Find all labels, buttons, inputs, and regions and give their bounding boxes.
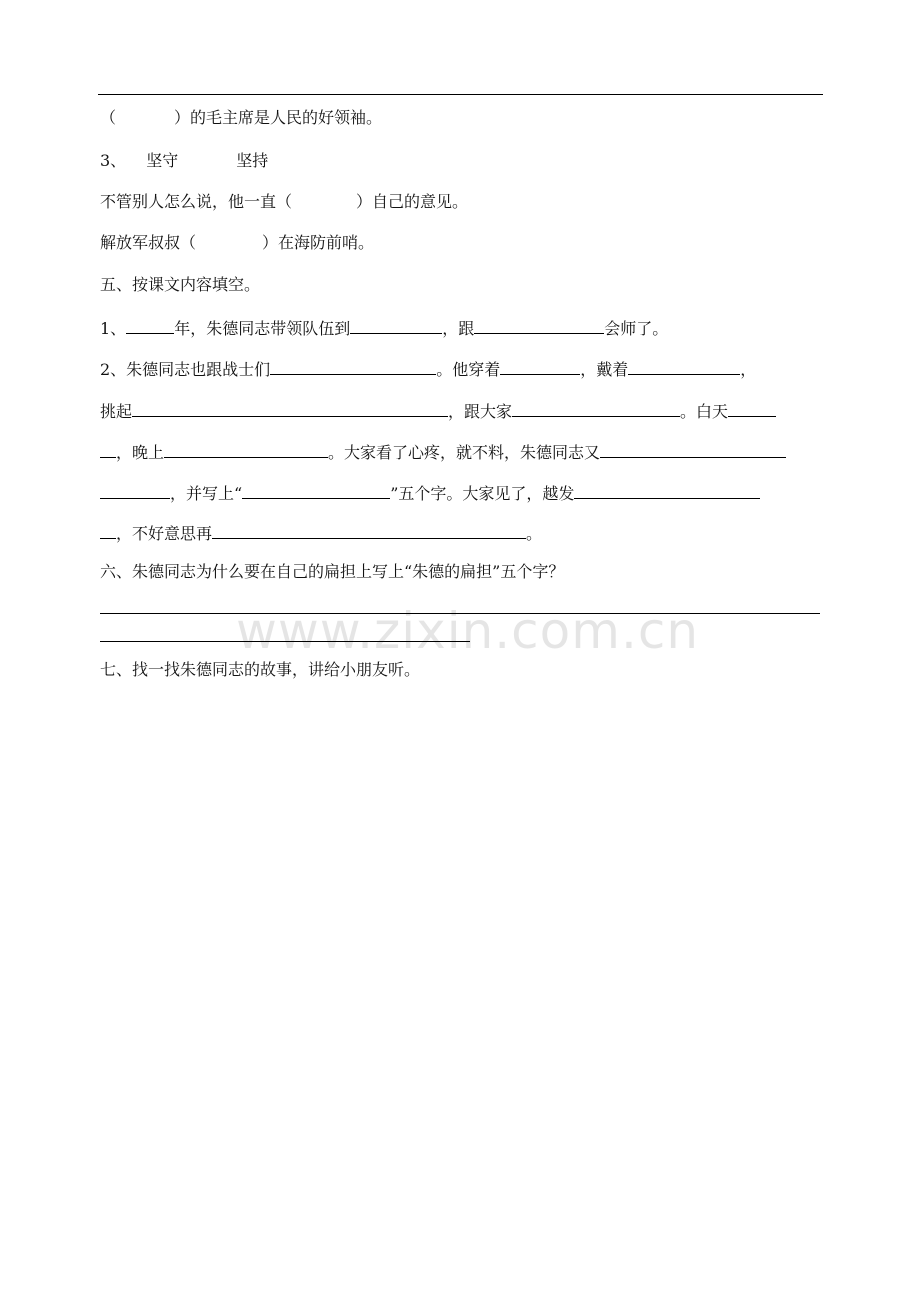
q5-heading: 五、按课文内容填空。	[100, 275, 261, 294]
blank-7[interactable]	[164, 440, 328, 458]
item-text: 。他穿着	[436, 360, 501, 379]
q4-sentence-1	[100, 192, 468, 212]
q4-group3-words	[100, 151, 268, 171]
q6-question: 六、朱德同志为什么要在自己的扁担上写上“朱德的扁担”五个字？	[100, 562, 565, 581]
item-text: ”五个字。大家见了，越发	[390, 484, 575, 503]
watermark: www.zixin.com.cn	[236, 602, 700, 660]
sentence-pre: 解放军叔叔（	[100, 233, 197, 252]
item-text: ，	[740, 360, 757, 379]
blank-8b[interactable]	[100, 481, 170, 499]
item-text: 年，朱德同志带领队伍到	[174, 319, 351, 338]
q5-item-1	[100, 316, 668, 339]
q5-item-2-line-3	[100, 440, 786, 463]
item-text: ，晚上	[116, 443, 165, 462]
item-text: ，并写上“	[170, 484, 243, 503]
blank-1[interactable]	[270, 357, 436, 375]
line-text: ）的毛主席是人民的好领袖。	[174, 108, 383, 127]
blank-place[interactable]	[350, 316, 442, 334]
answer-line-2[interactable]	[100, 641, 470, 642]
blank-5[interactable]	[512, 399, 680, 417]
item-text: 2、朱德同志也跟战士们	[100, 360, 271, 379]
q5-item-2-line-2	[100, 399, 776, 422]
blank-2[interactable]	[500, 357, 580, 375]
blank-6b[interactable]	[100, 440, 116, 458]
header-rule	[98, 94, 823, 95]
q7-text: 七、找一找朱德同志的故事，讲给小朋友听。	[100, 660, 421, 679]
q5-item-2-line-5	[100, 521, 542, 544]
blank-6a[interactable]	[728, 399, 776, 417]
blank-10a[interactable]	[574, 481, 760, 499]
sentence-post: ）在海防前哨。	[262, 233, 375, 252]
item-text: 。大家看了心疼，就不料，朱德同志又	[328, 443, 601, 462]
blank-year[interactable]	[126, 316, 174, 334]
item-number: 1、	[100, 319, 127, 338]
sentence-pre: 不管别人怎么说，他一直（	[100, 192, 293, 211]
group-number: 3、	[100, 151, 127, 170]
blank-who[interactable]	[474, 316, 604, 334]
word-option-b: 坚持	[236, 151, 269, 170]
item-text: 挑起	[100, 402, 133, 421]
blank-11[interactable]	[212, 521, 526, 539]
open-paren: （	[100, 108, 117, 127]
blank-9[interactable]	[242, 481, 390, 499]
answer-line-1[interactable]	[100, 613, 820, 614]
item-text: ，戴着	[580, 360, 629, 379]
item-text: 。	[526, 524, 543, 543]
blank-8a[interactable]	[600, 440, 786, 458]
sentence-post: ）自己的意见。	[356, 192, 469, 211]
q4-line-chairman	[100, 108, 382, 128]
item-text: ，跟	[442, 319, 475, 338]
item-text: 。白天	[680, 402, 729, 421]
q4-sentence-2	[100, 233, 374, 253]
item-text: ，不好意思再	[116, 524, 213, 543]
word-option-a: 坚守	[146, 151, 179, 170]
blank-4[interactable]	[132, 399, 448, 417]
blank-3[interactable]	[628, 357, 740, 375]
q5-item-2-line-1	[100, 357, 756, 380]
item-text: 会师了。	[604, 319, 669, 338]
item-text: ，跟大家	[448, 402, 513, 421]
q5-item-2-line-4	[100, 481, 760, 504]
blank-10b[interactable]	[100, 521, 116, 539]
